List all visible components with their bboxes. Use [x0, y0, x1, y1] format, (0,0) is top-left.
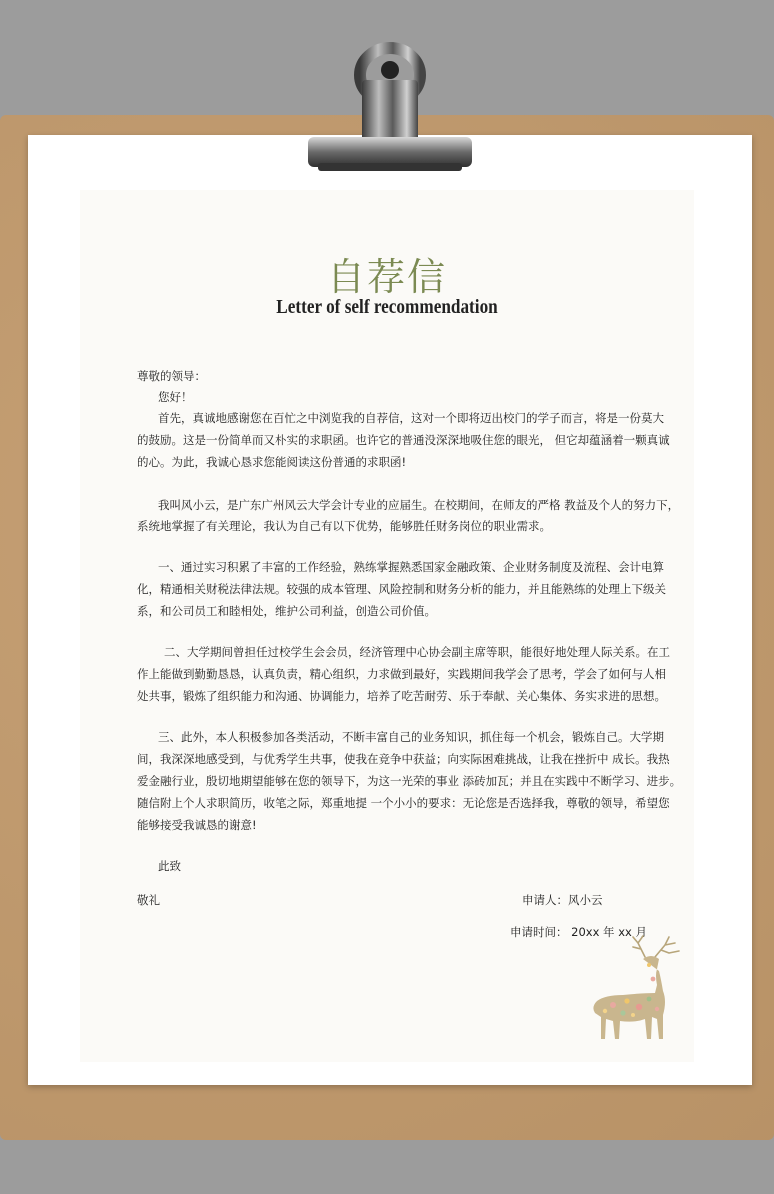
salutation: 尊敬的领导：: [137, 369, 206, 383]
paragraph-3-line-2: 化，精通相关财税法律法规。较强的成本管理、风险控制和财务分析的能力，并且能熟练的处理上下级关: [137, 582, 666, 596]
paragraph-1-line-1: 首先，真诚地感谢您在百忙之中浏览我的自荐信，这对一个即将迈出校门的学子而言，将是一份莫大: [158, 411, 664, 425]
paragraph-2-line-2: 系统地掌握了有关理论，我认为自己有以下优势，能够胜任财务岗位的职业需求。: [137, 519, 551, 533]
paragraph-1-line-2: 的鼓励。这是一份简单而又朴实的求职函。也许它的普通没深深地吸住您的眼光， 但它却蕴涵着一颗真诚: [137, 433, 670, 447]
paragraph-5-line-1: 三、此外，本人积极参加各类活动，不断丰富自己的业务知识，抓住每一个机会，锻炼自己。大学期: [158, 730, 664, 744]
floral-deer-icon: [583, 935, 691, 1055]
binder-clip-icon: [300, 25, 480, 185]
paragraph-4-line-2: 作上能做到勤勤恳恳，认真负责，精心组织，力求做到最好，实践期间我学会了思考，学会了如何与人相: [137, 667, 666, 681]
paragraph-5-line-4: 随信附上个人求职简历，收笔之际，郑重地提 一个小小的要求：无论您是否选择我，尊敬的领导，希望您: [137, 796, 670, 810]
paragraph-4-line-1: 二、大学期间曾担任过校学生会会员，经济管理中心协会副主席等职，能很好地处理人际关系。在工: [164, 645, 670, 659]
paragraph-3-line-1: 一、通过实习积累了丰富的工作经验，熟练掌握熟悉国家金融政策、企业财务制度及流程、会计电算: [158, 560, 664, 574]
application-date: 申请时间： 20xx 年 xx 月: [510, 925, 647, 939]
paragraph-2-line-1: 我叫风小云，是广东广州风云大学会计专业的应届生。在校期间，在师友的严格 教益及个人的努力下，: [158, 498, 680, 512]
paragraph-5-line-3: 爱金融行业，殷切地期望能够在您的领导下，为这一光荣的事业 添砖加瓦；并且在实践中不断学习、进步。: [137, 774, 682, 788]
applicant-name: 申请人：风小云: [522, 893, 603, 907]
closing: 此致: [158, 859, 181, 873]
paragraph-5-line-5: 能够接受我诚恳的谢意!: [137, 818, 257, 832]
paragraph-4-line-3: 处共事，锻炼了组织能力和沟通、协调能力，培养了吃苦耐劳、乐于奉献、关心集体、务实求进的思想。: [137, 689, 666, 703]
paragraph-1-line-3: 的心。为此，我诚心恳求您能阅读这份普通的求职函!: [137, 455, 407, 469]
regards: 敬礼: [137, 893, 160, 907]
paragraph-5-line-2: 间，我深深地感受到，与优秀学生共事，使我在竞争中获益；向实际困难挑战，让我在挫折中 成长。我热: [137, 752, 670, 766]
paragraph-3-line-3: 系，和公司员工和睦相处，维护公司利益，创造公司价值。: [137, 604, 436, 618]
title-english: Letter of self recommendation: [276, 296, 498, 318]
title-chinese: 自荐信: [326, 255, 447, 299]
greeting: 您好！: [158, 390, 193, 404]
